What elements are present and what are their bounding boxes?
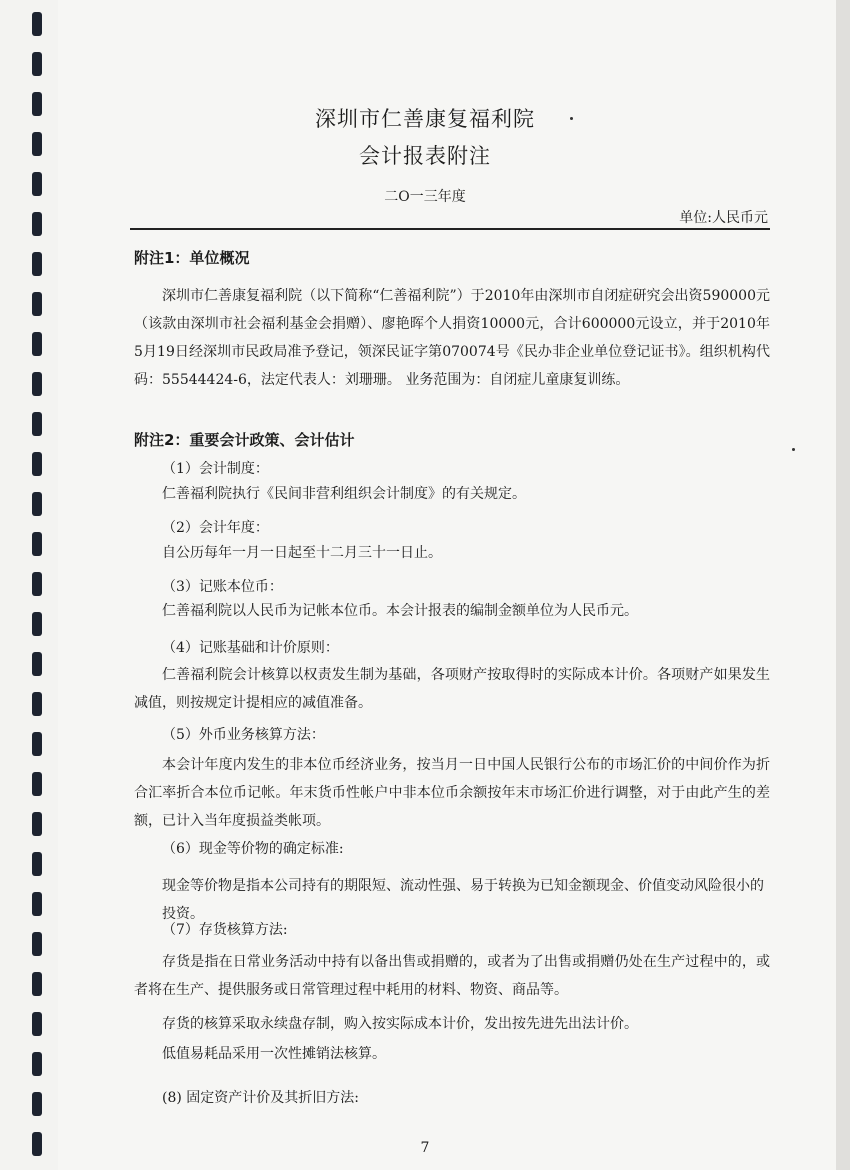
binding-ring [32,772,42,796]
binding-ring [32,892,42,916]
ink-speck [570,117,573,120]
binding-ring [32,212,42,236]
binding-ring [32,252,42,276]
report-year: 二O一三年度 [384,189,466,205]
binding-ring [32,852,42,876]
section-3-body: 仁善福利院以人民币为记帐本位币。本会计报表的编制金额单位为人民币元。 [162,603,638,619]
header-rule [130,228,770,230]
binding-ring [32,652,42,676]
binding-ring [32,1012,42,1036]
section-2-body: 自公历每年一月一日起至十二月三十一日止。 [162,545,442,561]
section-6-body: 现金等价物是指本公司持有的期限短、流动性强、易于转换为已知金额现金、价值变动风险很小的投资。 [162,878,764,922]
binding-ring [32,52,42,76]
binding-ring [32,412,42,436]
section-6-title: （6）现金等价物的确定标准: [162,841,344,857]
binding-ring [32,452,42,476]
binding-ring [32,292,42,316]
note1-heading: 附注1：单位概况 [134,249,250,267]
binding-ring [32,812,42,836]
binding-ring [32,572,42,596]
section-1-body: 仁善福利院执行《民间非营利组织会计制度》的有关规定。 [162,486,526,502]
binding-ring [32,612,42,636]
binding-ring [32,12,42,36]
binding-ring [32,732,42,756]
binding-ring [32,1052,42,1076]
section-4-body: 仁善福利院会计核算以权责发生制为基础，各项财产按取得时的实际成本计价。各项财产如果发生减值，则按规定计提相应的减值准备。 [134,667,770,711]
section-2-title: （2）会计年度： [162,520,269,536]
binding-ring [32,972,42,996]
document-title: 深圳市仁善康复福利院 [315,107,535,131]
document-subtitle: 会计报表附注 [359,144,491,168]
binding-strip [0,0,58,1170]
binding-ring [32,932,42,956]
binding-ring [32,532,42,556]
section-7-body-2: 存货的核算采取永续盘存制，购入按实际成本计价，发出按先进先出法计价。 [162,1016,638,1032]
binding-ring [32,372,42,396]
section-3-title: （3）记账本位币： [162,579,283,595]
section-7-body-3: 低值易耗品采用一次性摊销法核算。 [162,1046,386,1062]
section-1-title: （1）会计制度： [162,461,269,477]
note1-body: 深圳市仁善康复福利院（以下简称“仁善福利院”）于2010年由深圳市自闭症研究会出资590000元（该款由深圳市社会福利基金会捐赠）、廖艳晖个人捐资10000元，合计600000元设立，并于2010年5月19日经深圳市民政局准予登记，领深民证字第070074号《民办非企业单位登记证书》。组织机构代码：55544424-6，法定代表人：刘珊珊。 业务范围为：自闭症儿童康复训练。 [134,288,770,388]
section-8-title: (8) 固定资产计价及其折旧方法: [162,1090,359,1106]
section-5-body: 本会计年度内发生的非本位币经济业务，按当月一日中国人民银行公布的市场汇价的中间价作为折合汇率折合本位币记帐。年末货币性帐户中非本位币余额按年末市场汇价进行调整，对于由此产生的差额，已计入当年度损益类帐项。 [134,757,770,829]
section-7-title: （7）存货核算方法: [162,922,288,938]
binding-ring [32,1092,42,1116]
binding-ring [32,692,42,716]
section-5-title: （5）外币业务核算方法： [162,727,325,743]
binding-ring [32,332,42,356]
section-7-body: 存货是指在日常业务活动中持有以备出售或捐赠的，或者为了出售或捐赠仍处在生产过程中的，或者将在生产、提供服务或日常管理过程中耗用的材料、物资、商品等。 [134,954,770,998]
section-4-title: （4）记账基础和计价原则： [162,640,339,656]
page-edge [836,0,850,1170]
binding-ring [32,492,42,516]
note2-heading: 附注2：重要会计政策、会计估计 [134,431,355,449]
page-number: 7 [420,1140,430,1156]
currency-unit: 单位:人民币元 [679,210,768,226]
ink-speck [792,448,795,451]
